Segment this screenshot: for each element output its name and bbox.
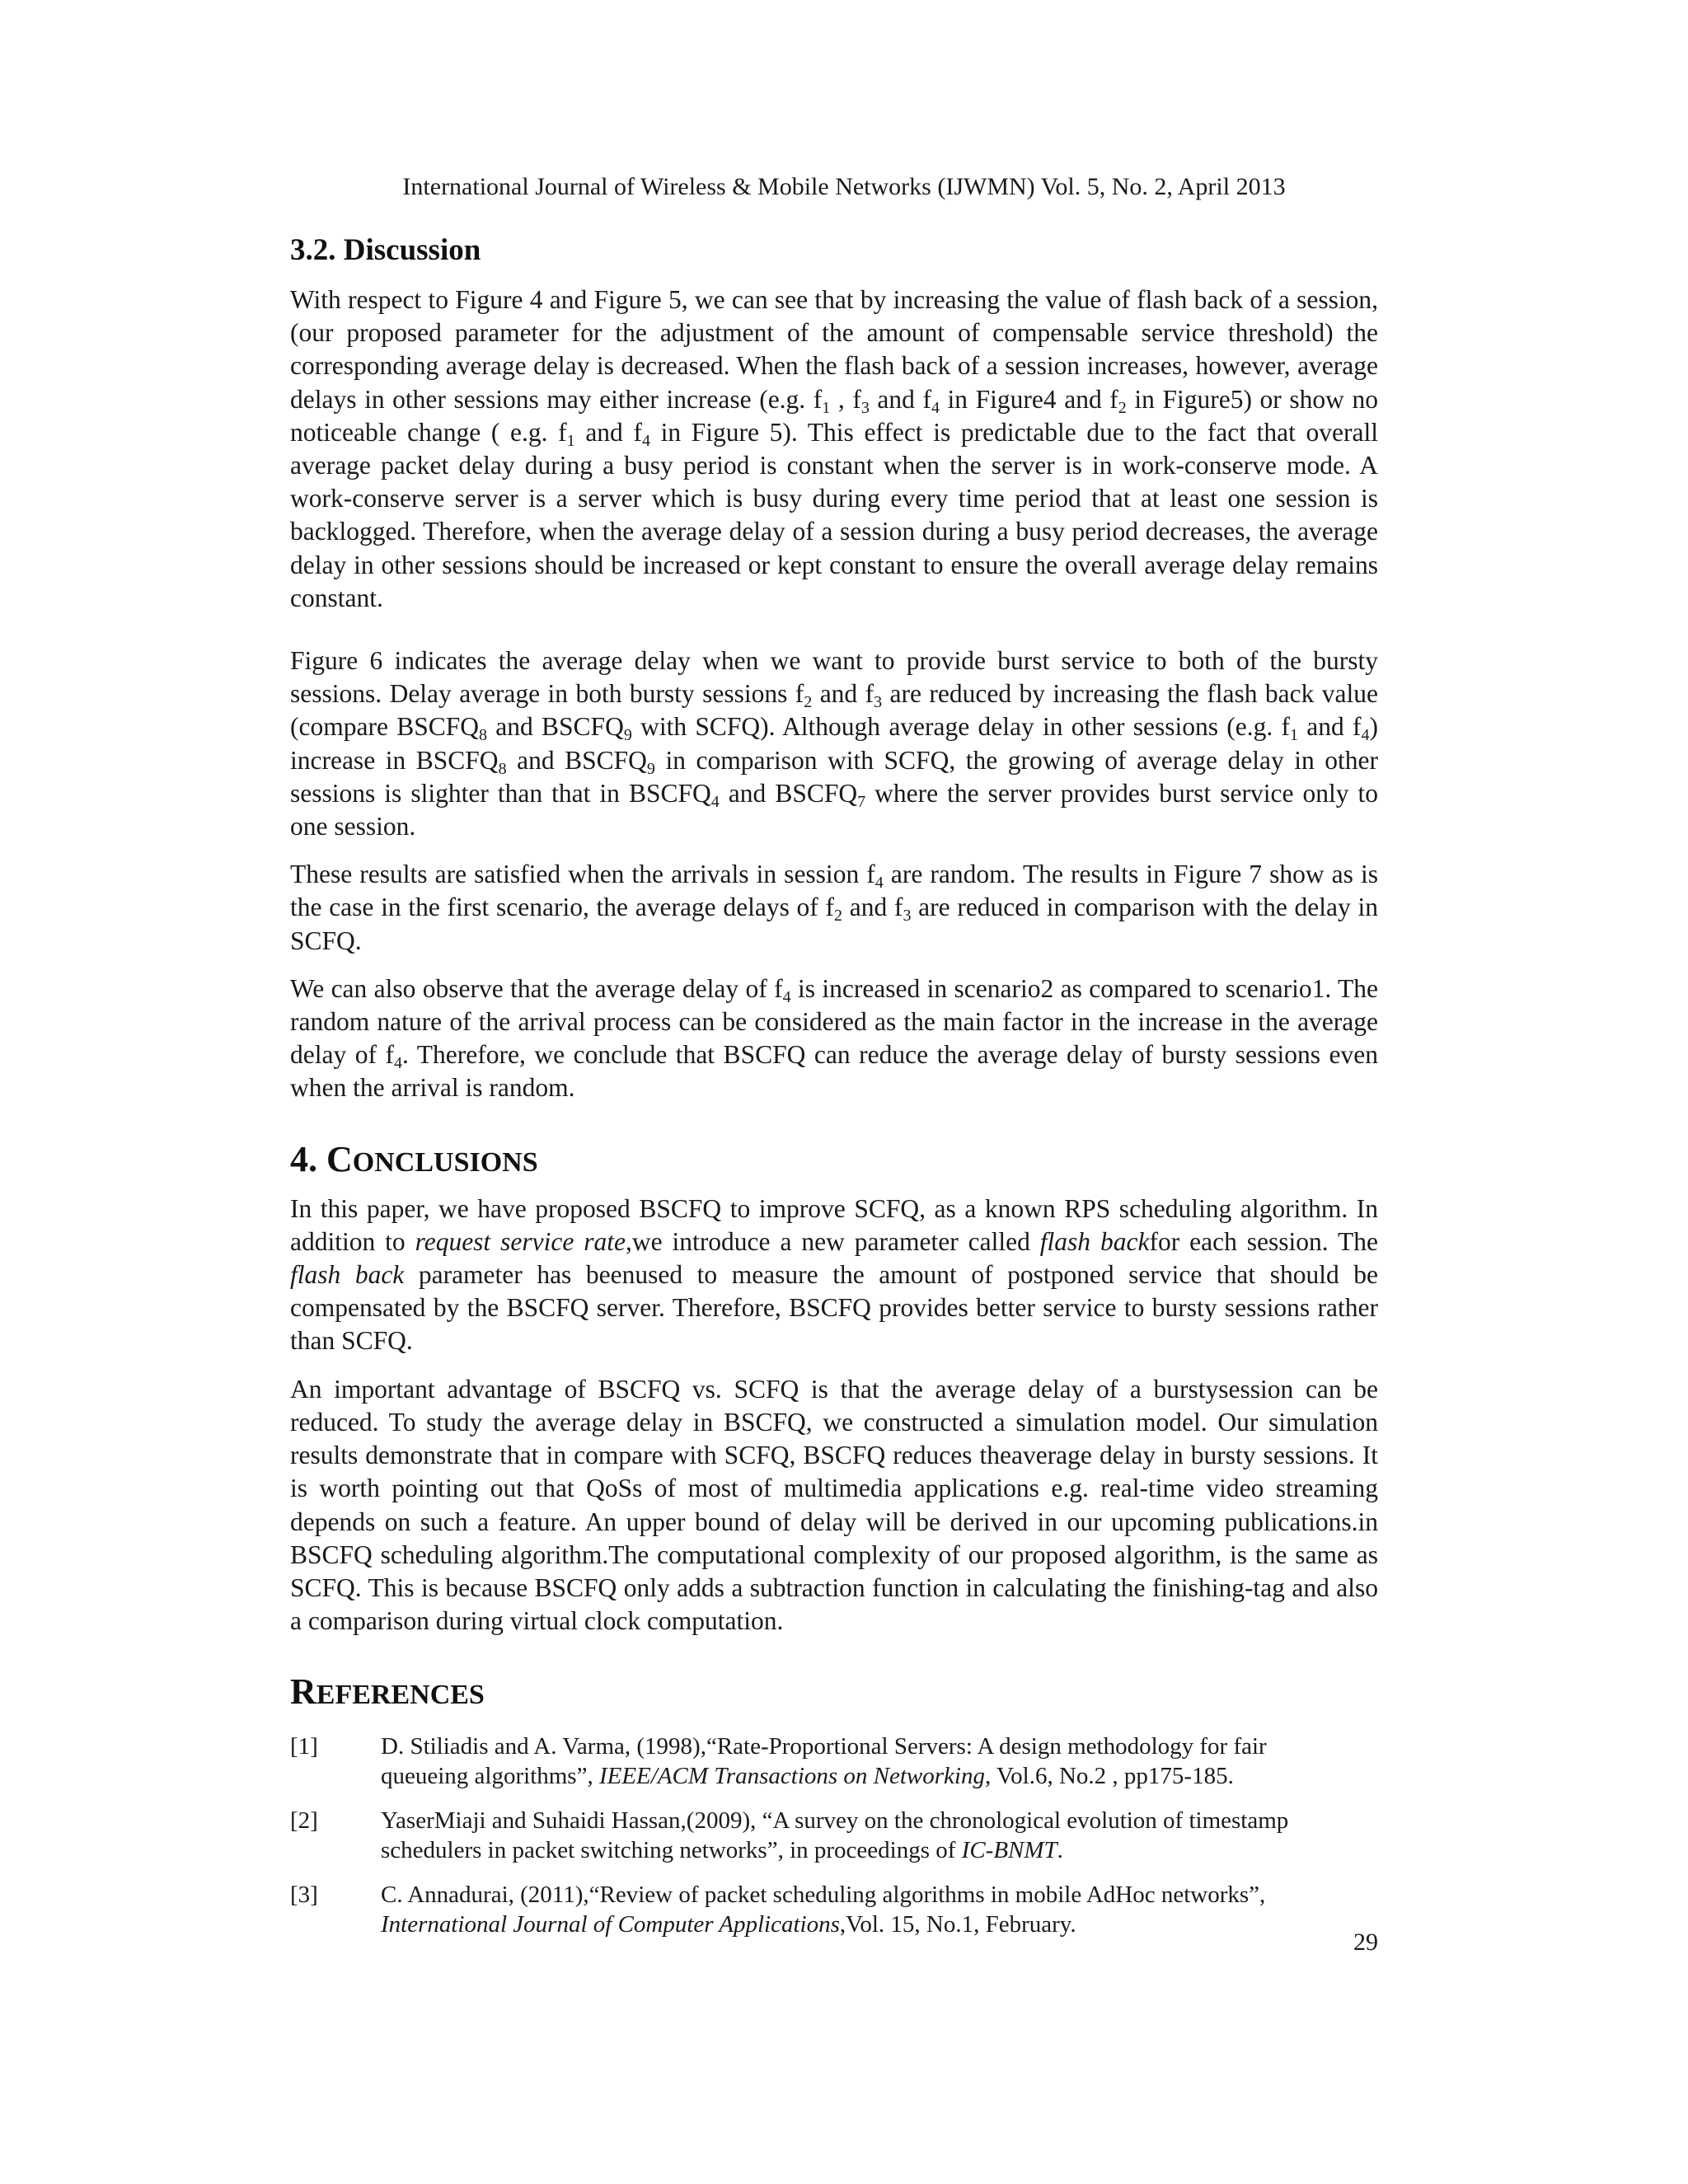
- reference-text: YaserMiaji and Suhaidi Hassan,(2009), “A survey on the chronological evolution of timestamp schedulers in packet switching networks”, in proceedings of IC-BNMT.: [381, 1807, 1289, 1864]
- references-heading: REFERENCES: [290, 1671, 485, 1713]
- conclusions-paragraph-1: In this paper, we have proposed BSCFQ to improve SCFQ, as a known RPS scheduling algorithm. In addition to request service rate,we introduce a new parameter called flash backfor each session. The flash back parameter has beenused to measure the amount of postponed service that should be compensated by the BSCFQ server. Therefore, BSCFQ provides better service to bursty sessions rather than SCFQ.: [290, 1193, 1378, 1356]
- discussion-paragraph-3: These results are satisfied when the arrivals in session $f_4$ are random. The results in Figure 7 show as is the case in the first scenario, the average delays of $f_2$ and $f_3$ are reduced in comparison with the delay in SCFQ.: [290, 860, 1379, 955]
- reference-text: D. Stiliadis and A. Varma, (1998),“Rate-Proportional Servers: A design methodology for fair queueing algorithms”, IEEE/ACM Transactions on Networking, Vol.6, No.2 , pp175-185.: [381, 1733, 1267, 1790]
- running-header: International Journal of Wireless & Mobile Networks (IJWMN) Vol. 5, No. 2, April 2013: [402, 173, 1286, 200]
- page-number: 29: [1353, 1929, 1378, 1956]
- reference-item: [290, 1732, 1378, 1791]
- reference-item: [290, 1806, 1378, 1865]
- conclusions-paragraph-2: An important advantage of BSCFQ vs. SCFQ is that the average delay of a burstysession can be reduced. To study the average delay in BSCFQ, we constructed a simulation model. Our simulation results demonstrate that in compare with SCFQ, BSCFQ reduces theaverage delay in bursty sessions. It is worth pointing out that QoSs of most of multimedia applications e.g. real-time video streaming depends on such a feature. An upper bound of delay will be derived in our upcoming publications.in BSCFQ scheduling algorithm.The computational complexity of our proposed algorithm, is the same as SCFQ. This is because BSCFQ only adds a subtraction function in calculating the finishing-tag and also a comparison during virtual clock computation.: [290, 1374, 1378, 1636]
- reference-number: [1]: [290, 1733, 318, 1760]
- reference-text: C. Annadurai, (2011),“Review of packet scheduling algorithms in mobile AdHoc networks”, International Journal of Computer Applications,Vol. 15, No.1, February.: [381, 1882, 1266, 1938]
- reference-number: [2]: [290, 1807, 318, 1835]
- reference-list: [290, 1732, 1378, 1939]
- discussion-paragraph-4: We can also observe that the average delay of $f_4$ is increased in scenario2 as compared to scenario1. The random nature of the arrival process can be considered as the main factor in the increase in the average delay of $f_4$. Therefore, we conclude that BSCFQ can reduce the average delay of bursty sessions even when the arrival is random.: [290, 973, 1378, 1103]
- conclusions-heading: 4. CONCLUSIONS: [290, 1138, 538, 1179]
- reference-item: [290, 1880, 1378, 1939]
- page-content: [290, 229, 1378, 1954]
- discussion-paragraph-2: Figure 6 indicates the average delay when we want to provide burst service to both of the bursty sessions. Delay average in both bursty sessions $f_2$ and $f_3$ are reduced by increasing the flash back value (compare $BSCFQ_8$ and $BSCFQ_9$ with SCFQ). Although average delay in other sessions (e.g. $f_1$ and $f_4$) increase in $BSCFQ_8$ and $BSCFQ_9$ in comparison with SCFQ, the growing of average delay in other sessions is slighter than that in $BSCFQ_4$ and $BSCFQ_7$ where the server provides burst service only to one session.: [290, 646, 1378, 841]
- discussion-heading: 3.2. Discussion: [290, 233, 481, 267]
- reference-number: [3]: [290, 1882, 318, 1909]
- discussion-paragraph-1: With respect to Figure 4 and Figure 5, we can see that by increasing the value of flash back of a session, (our proposed parameter for the adjustment of the amount of compensable service threshold) the corresponding average delay is decreased. When the flash back of a session increases, however, average delays in other sessions may either increase (e.g. $f_1$ , $f_3$ and $f_4$ in Figure4 and $f_2$ in Figure5) or show no noticeable change ( e.g. $f_1$ and $f_4$ in Figure 5). This effect is predictable due to the fact that overall average packet delay during a busy period is constant when the server is in work-conserve mode. A work-conserve server is a server which is busy during every time period that at least one session is backlogged. Therefore, when the average delay of a session during a busy period decreases, the average delay in other sessions should be increased or kept constant to ensure the overall average delay remains constant.: [290, 285, 1378, 612]
